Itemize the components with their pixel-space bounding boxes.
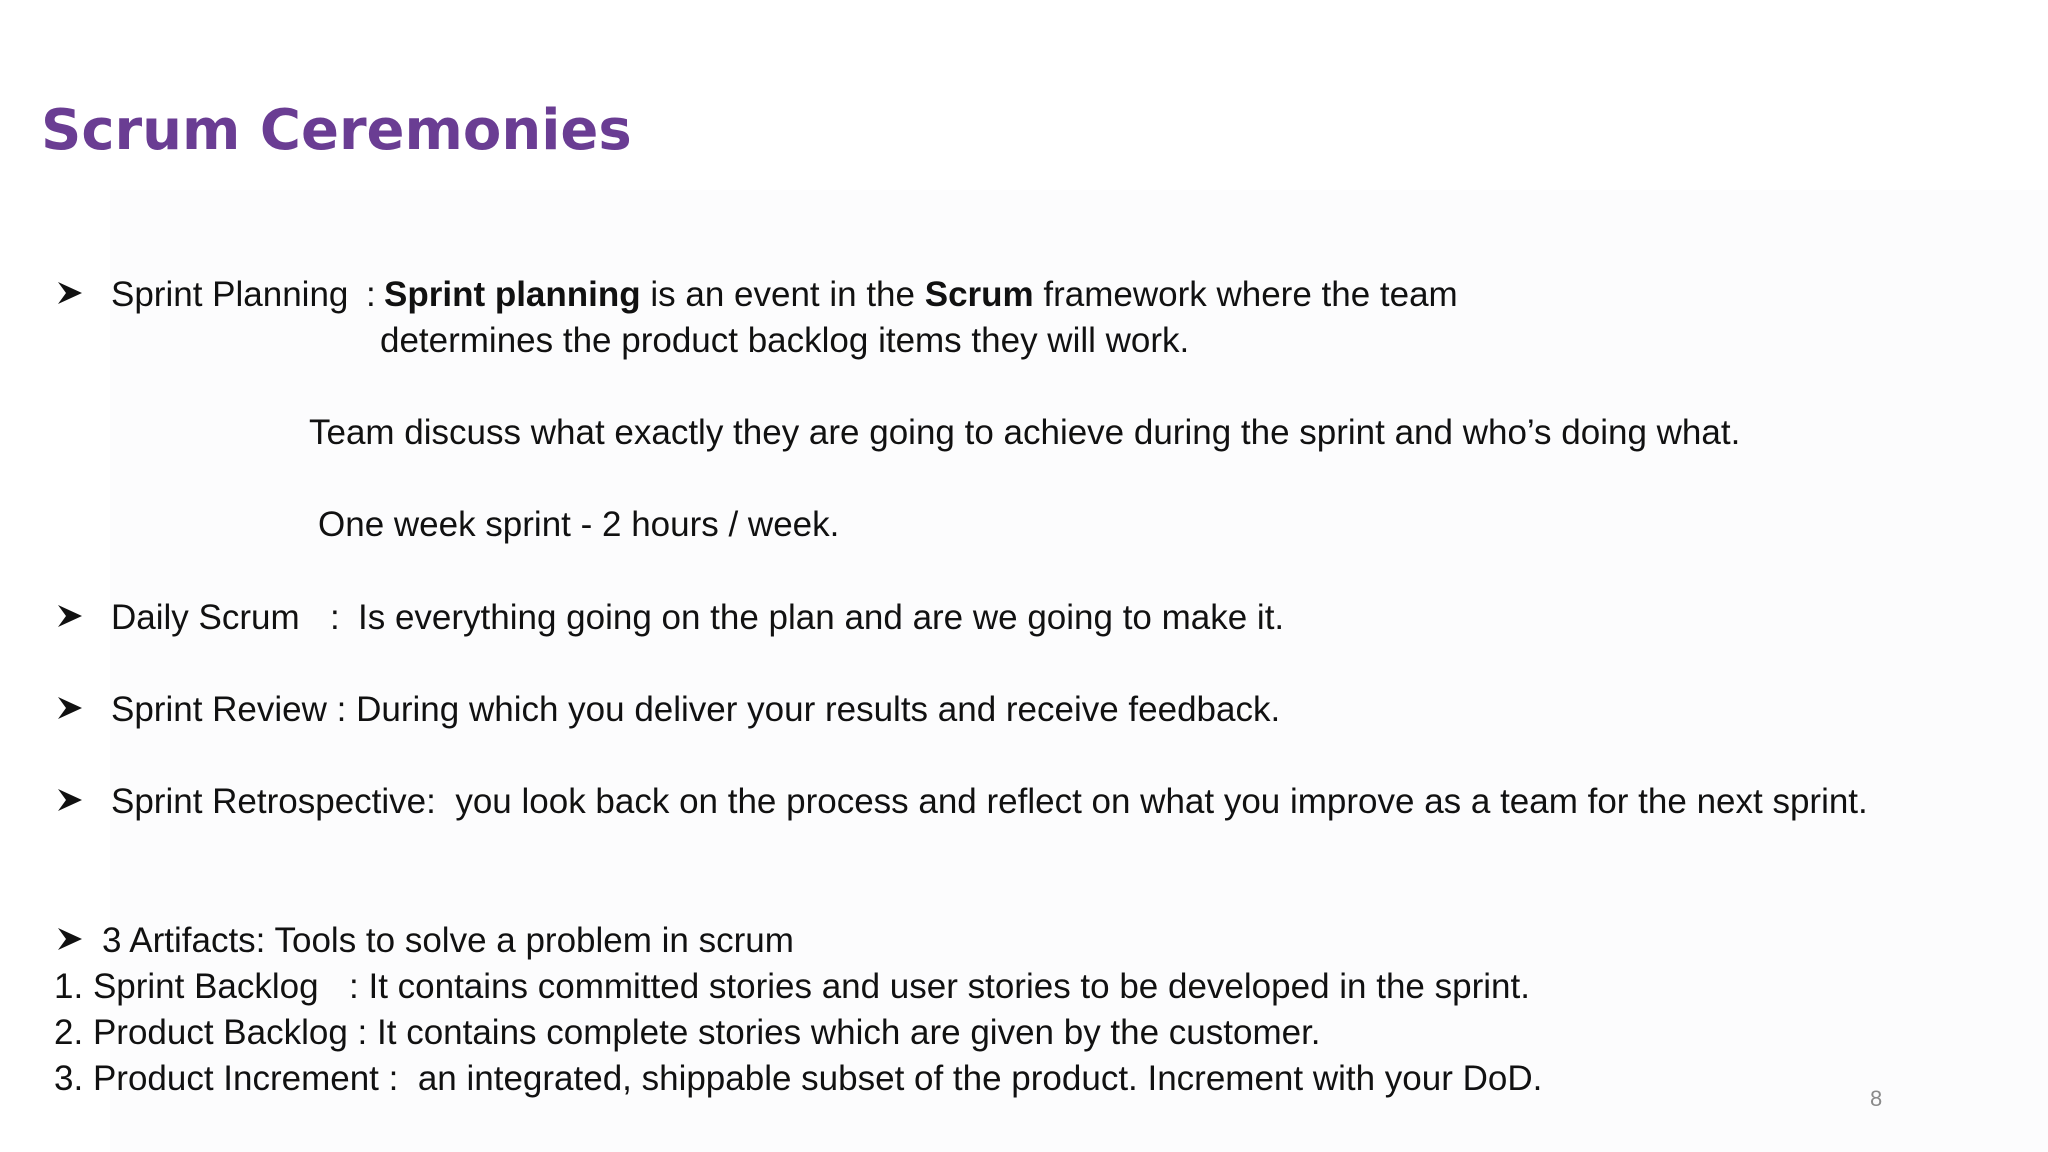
artifact-name: Sprint Backlog: [92, 967, 319, 1006]
artifact-name: Product Increment: [92, 1059, 379, 1098]
artifact-separator: :: [357, 1013, 368, 1052]
bold-term: Sprint planning: [384, 275, 641, 314]
ceremony-name: Sprint Planning: [111, 275, 349, 314]
arrow-bullet-icon: [56, 602, 84, 630]
page-number: 8: [1870, 1086, 1883, 1111]
artifact-number: 2.: [54, 1013, 84, 1052]
ceremony-daily-scrum-label: Daily Scrum: [111, 598, 300, 637]
ceremony-sprint-retrospective-label: [111, 779, 1868, 825]
ceremony-sprint-planning-continuation: determines the product backlog items they will work.: [380, 321, 1190, 360]
arrow-bullet-icon: [56, 786, 84, 814]
arrow-bullet-icon: [56, 279, 84, 307]
description-text: is an event in the: [640, 275, 925, 314]
artifact-item: [54, 964, 319, 1010]
ceremony-sprint-planning-label: [111, 272, 348, 318]
ceremony-daily-scrum-description: Is everything going on the plan and are we going to make it.: [358, 598, 1285, 637]
artifacts-heading: 3 Artifacts: Tools to solve a problem in scrum: [102, 921, 794, 960]
artifact-separator: :: [349, 967, 359, 1006]
ceremony-separator: :: [330, 598, 340, 637]
artifact-separator: :: [388, 1059, 399, 1098]
artifact-item: [54, 1010, 1321, 1056]
ceremony-separator: :: [426, 782, 436, 821]
ceremony-name: Sprint Retrospective: [111, 782, 427, 821]
ceremony-sprint-review-label: [111, 687, 1280, 733]
ceremony-description: you look back on the process and reflect on what you improve as a team for the next sprint.: [455, 782, 1868, 821]
sprint-planning-note: Team discuss what exactly they are going to achieve during the sprint and who’s doing what.: [309, 413, 1741, 452]
bold-term: Scrum: [924, 275, 1034, 314]
ceremony-description: During which you deliver your results and receive feedback.: [356, 690, 1281, 729]
artifact-description: : It contains committed stories and user stories to be developed in the sprint.: [349, 967, 1530, 1006]
artifact-description: an integrated, shippable subset of the product. Increment with your DoD.: [417, 1059, 1543, 1098]
sprint-planning-note: One week sprint - 2 hours / week.: [318, 505, 840, 544]
artifact-item: [54, 1056, 1542, 1102]
artifact-description: It contains complete stories which are given by the customer.: [377, 1013, 1321, 1052]
ceremony-separator: :: [336, 690, 347, 729]
ceremony-name: Sprint Review: [111, 690, 327, 729]
arrow-bullet-icon: [56, 694, 84, 722]
arrow-bullet-icon: [56, 925, 84, 953]
description-text: framework where the team: [1033, 275, 1458, 314]
artifact-number: 1.: [54, 967, 84, 1006]
slide-title: Scrum Ceremonies: [41, 98, 632, 163]
ceremony-separator: :: [366, 275, 376, 314]
artifact-number: 3.: [54, 1059, 84, 1098]
ceremony-sprint-planning-description: [384, 272, 1458, 318]
artifact-name: Product Backlog: [92, 1013, 348, 1052]
